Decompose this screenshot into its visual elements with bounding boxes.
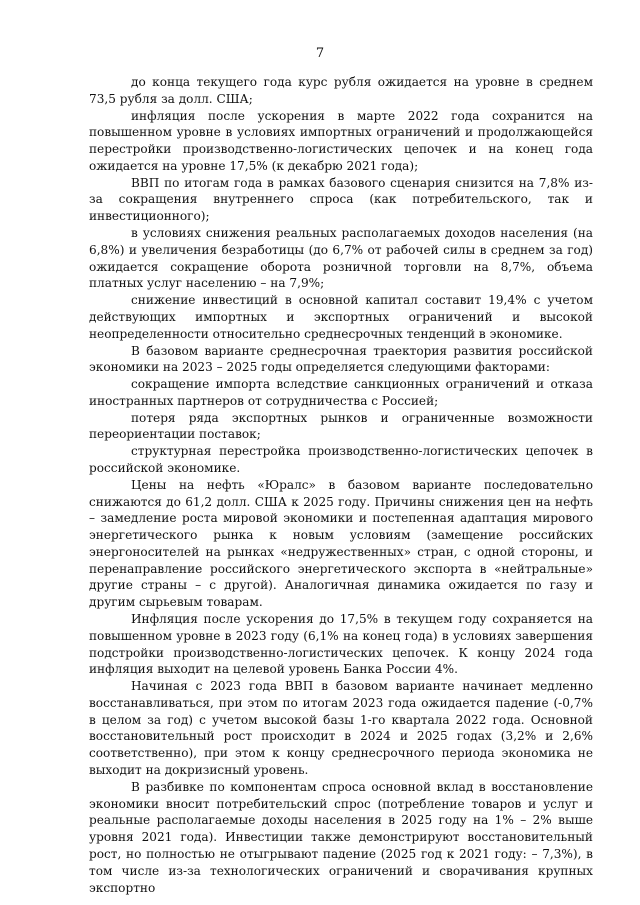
paragraph-investment-2022: снижение инвестиций в основной капитал составит 19,4% с учетом действующих импортных и экспортных ограничений и высокой неопределенности относительно среднесрочных тенденций в экономике. [89, 293, 593, 341]
paragraph-medium-term-factors: В базовом варианте среднесрочная траектория развития российской экономики на 2023 – 2025 годы определяется следующими факторами: [89, 343, 593, 375]
paragraph-import-reduction: сокращение импорта вследствие санкционных ограничений и отказа иностранных партнеров от сотрудничества с Россией; [89, 377, 593, 408]
paragraph-gdp-2022: ВВП по итогам года в рамках базового сценария снизится на 7,8% из-за сокращения внутреннего спроса (как потребительского, так и инвестиционного); [89, 175, 593, 224]
paragraph-inflation-2023: Инфляция после ускорения до 17,5% в текущем году сохраняется на повышенном уровне в 2023 году (6,1% на конец года) в условиях завершения подстройки производственно-логистических цепочек. К концу 2024 года инфляция выходит на целевой уровень Банка России 4%. [89, 612, 593, 677]
paragraph-oil-prices: Цены на нефть «Юралс» в базовом варианте последовательно снижаются до 61,2 долл. США к 2025 году. Причины снижения цен на нефть – замедление роста мировой экономики и постепенная адаптация мирового энергетического рынка к новым условиям (замещение российских энергоносителей на рынках «недружественных» стран, с одной стороны, и перенаправление российского энергетического экспорта в «нейтральные» другие страны – с другой). Аналогичная динамика ожидается по газу и другим сырьевым товарам. [89, 477, 593, 610]
paragraph-gdp-recovery: Начиная с 2023 года ВВП в базовом варианте начинает медленно восстанавливаться, при этом по итогам 2023 года ожидается падение (-0,7% в целом за год) с учетом высокой базы 1-го квартала 2022 года. Основной восстановительный рост происходит в 2024 и 2025 годах (3,2% и 2,6% соответственно), при этом к концу среднесрочного периода экономика не выходит на докризисный уровень. [89, 679, 593, 778]
paragraph-restructuring: структурная перестройка производственно-логистических цепочек в российской экономике. [89, 444, 593, 475]
paragraph-export-markets: потеря ряда экспортных рынков и ограниченные возможности переориентации поставок; [89, 410, 593, 442]
paragraph-ruble-rate: до конца текущего года курс рубля ожидается на уровне в среднем 73,5 рубля за долл. США; [89, 75, 593, 106]
document-body [89, 74, 593, 896]
paragraph-inflation-2022: инфляция после ускорения в марте 2022 года сохранится на повышенном уровне в условиях импортных ограничений и продолжающейся перестройки производственно-логистических цепочек и на конец года ожидается на уровне 17,5% (к декабрю 2021 года); [89, 108, 593, 173]
page-number: 7 [315, 46, 325, 61]
paragraph-demand-components: В разбивке по компонентам спроса основной вклад в восстановление экономики вносит потребительский спрос (потребление товаров и услуг и реальные располагаемые доходы населения в 2025 году на 1% – 2% выше уровня 2021 года). Инвестиции также демонстрируют восстановительный рост, но полностью не отыгрывают падение (2025 год к 2021 году: – 7,3%), в том числе из-за технологических ограничений и сворачивания крупных экспортно [89, 779, 593, 895]
paragraph-incomes-2022: в условиях снижения реальных располагаемых доходов населения (на 6,8%) и увеличения безработицы (до 6,7% от рабочей силы в среднем за год) ожидается сокращение оборота розничной торговли на 8,7%, объема платных услуг населению – на 7,9%; [89, 226, 593, 291]
